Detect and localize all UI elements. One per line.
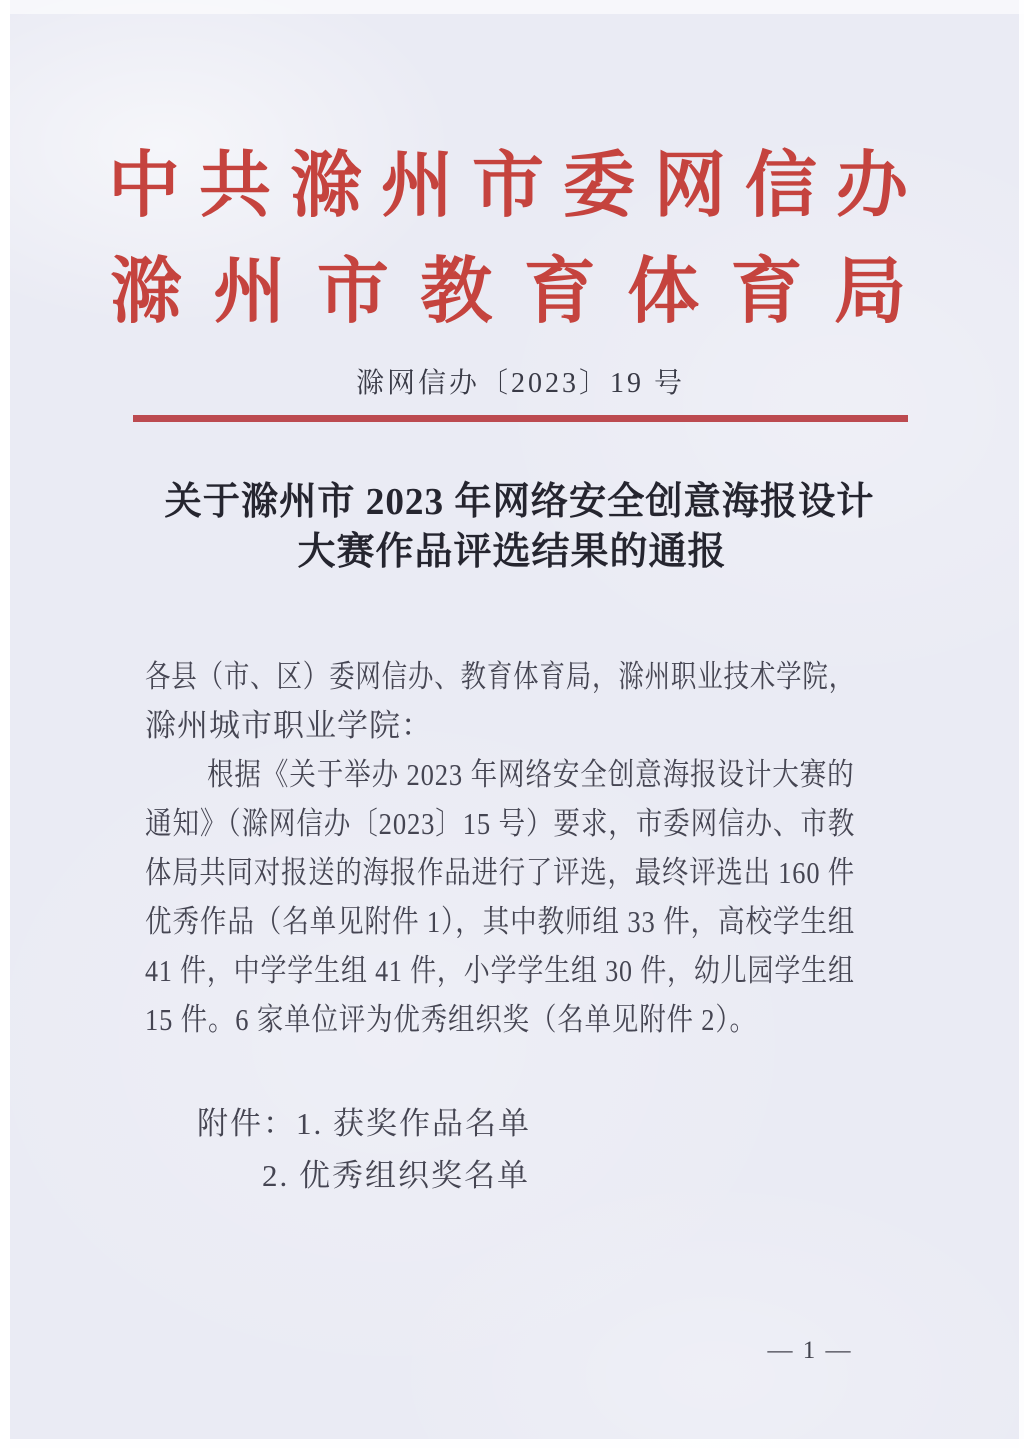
body-line-text: 根据《关于举办 2023 年网络安全创意海报设计大赛的	[207, 757, 855, 792]
body-line-text: 15 件。6 家单位评为优秀组织奖（名单见附件 2）。	[145, 1002, 757, 1037]
document-number-text: 滁网信办〔2023〕19 号	[355, 368, 685, 399]
attachment-line-2	[262, 1151, 530, 1200]
body-line	[145, 799, 855, 848]
body-line-text: 通知》（滁网信办〔2023〕15 号）要求，市委网信办、市教	[145, 806, 856, 841]
body-line-text: 优秀作品（名单见附件 1），其中教师组 33 件，高校学生组	[145, 904, 856, 939]
body-line-text: 41 件，中学学生组 41 件，小学学生组 30 件，幼儿园学生组	[145, 953, 855, 988]
body-line	[145, 897, 855, 946]
document-number	[133, 363, 908, 405]
document-title-line-2	[157, 527, 867, 577]
document-title-line-1	[157, 477, 875, 527]
scan-edge-bottom	[0, 1439, 1024, 1448]
scan-edge-top	[0, 0, 1024, 14]
body-line-text: 各县（市、区）委网信办、教育体育局，滁州职业技术学院，	[145, 659, 855, 694]
body-line	[145, 750, 855, 799]
body-text	[145, 652, 855, 1044]
body-line	[145, 701, 855, 750]
scan-edge-left	[0, 0, 10, 1448]
body-line-text: 滁州城市职业学院：	[145, 708, 433, 743]
body-line	[145, 652, 855, 701]
attachment-line-1	[197, 1099, 531, 1148]
attachment-text-1: 附件：1. 获奖作品名单	[197, 1106, 531, 1141]
title-text-line-1: 关于滁州市 2023 年网络安全创意海报设计	[164, 481, 875, 523]
scan-edge-right	[1019, 0, 1024, 1448]
letterhead-org-line-1: 中 共 滁 州 市 委 网 信 办	[108, 146, 908, 226]
attachment-text-2: 2. 优秀组织奖名单	[262, 1158, 530, 1193]
body-line-text: 体局共同对报送的海报作品进行了评选，最终评选出 160 件	[145, 855, 855, 890]
body-line	[145, 946, 855, 995]
body-line	[145, 995, 757, 1044]
letterhead-org-line-2: 滁 州 市 教 育 体 育 局	[110, 252, 906, 332]
body-line	[145, 848, 855, 897]
title-text-line-2: 大赛作品评选结果的通报	[297, 531, 727, 573]
page-number: — 1 —	[767, 1337, 853, 1364]
red-divider-line	[133, 415, 908, 422]
